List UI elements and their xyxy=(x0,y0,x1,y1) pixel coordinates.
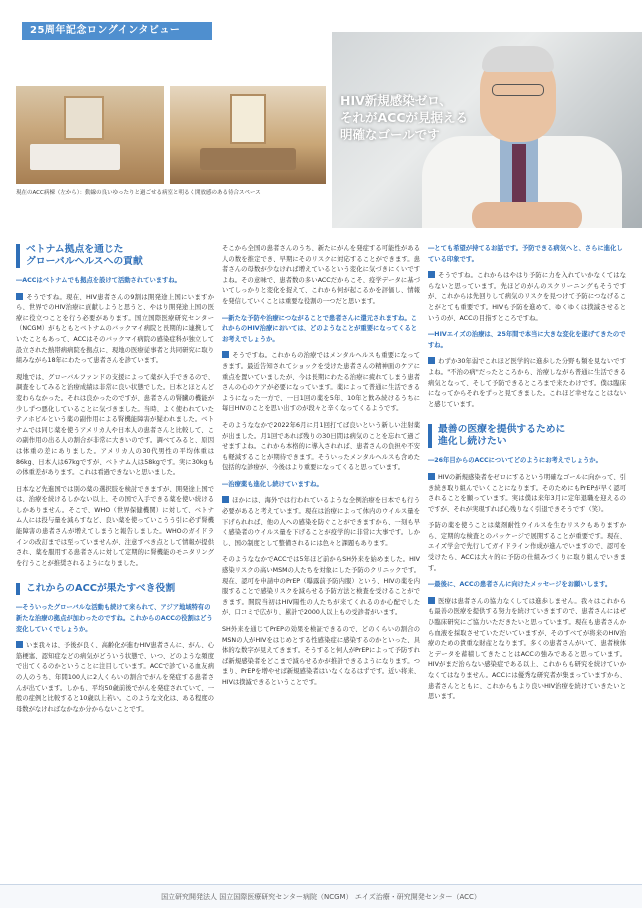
column-3 xyxy=(428,244,626,709)
answer-paragraph xyxy=(222,496,420,549)
question: ―新たな予防や治療につながることで患者さんに還元されますね。これからのHIV治療においては、どのようなことが重要になってくるとお考えでしょうか。 xyxy=(222,314,418,343)
answer-text: わずか30年弱でこれほど医学的に進歩した分野も類を見ないですよね。"不治の病"だったところから、治療しながら普通に生活できる病気となって、そして予防できるところまで来たわけです。僕は臨床になってからそれをずっと見てきました。これほど幸せなことはないと感じています。 xyxy=(428,358,626,408)
answer-paragraph xyxy=(428,271,626,324)
answer-text: ほかには、海外では行われているような全例治療を日本でも行う必要があると考えています。現在は治療によって体内のウイルス量を下げられれば、他の人への感染を防ぐことができますから、一刻も早く感染者のウイルス量を下げることが疫学的に非常に大事です。しかし、国の制度として整備されるには色々と課題もあります。 xyxy=(222,497,420,547)
paragraph: そこから全国の患者さんのうち、新たにがんを発症する可能性がある人の数を推定でき、早期にそのリスクに対応することができます。患者さんの母数が少なければ増えているという変化に気づきにくいですよね。その意味で、患者数の多いACCだからこそ、疫学データに基づいてしっかりと変化を捉えて、これから何が起こるかを評価し、情報を発信していくことは重要な役割の一つだと思います。 xyxy=(222,245,420,305)
answer-text: そうですね。現在、HIV患者さんの9割は開発途上国にいますから、世界でのHIV治療に貢献しようと思うと、やはり開発途上国の医療に役立つことを行う必要があります。国立国際医療研究センター（NCGM）がもともとベトナムのバックマイ病院と長期的に連携していたこともあって、ACCはそのバックマイ病院の感染症科が独立して設立された熱帯病病院を拠点に、現地の医療従事者と共同研究に取り組みながら18年にわたって患者さんを診ています。 xyxy=(16,293,214,365)
answer-paragraph xyxy=(428,473,626,515)
photo-caption: 現在のACC病棟（左から）：動線の良いゆったりと過ごせる病室と明るく開放感のある待合スペース xyxy=(16,190,261,196)
answer-text: いま我々は、予後が良く、高齢化が進むHIV患者さんに、がん、心筋梗塞、認知症などの病気がどういう状態で、いつ、どのような頻度で出てくるのかということに注目しています。ACCで診ている血友病の人のうち、年間100人に2人くらいの割合でがんを発症する患者さんが出ています。しかも、平均50歳前後でがんを発症されていて、一般の症例と比較すると10歳以上若い。このような文化は、ある程度の母数がなければなかなか分からないことです。 xyxy=(16,642,214,713)
headline-line: HIV新規感染ゼロ、 xyxy=(340,93,452,108)
column-1 xyxy=(16,244,214,721)
section-title xyxy=(16,583,214,595)
answer-text: 医療は患者さんの協力なくしては進歩しません。我々はこれからも最善の医療を提供する努力を続けていきますので、患者さんにはぜひ臨床研究にご協力いただきたいと思っています。現在も患者さんから血液を採取させていただいていますが、そのすべてが将来のHIV治療のための貴重な財産となります。多くの患者さんがいて、患者検体とデータを蓄積してきたことはACCの強みであると思っています。HIVがまだ治らない感染症である以上、これからも研究を続けていかなくてはなりません。ACCには優秀な研究者が集まっていますから、患者さんとともに、これからもより良いHIV治療を続けていきたいと思います。 xyxy=(428,597,626,701)
paragraph: 現地では、グローバルファンドの支援によって薬が入手できるので、調査をしてみると治療成績は非常に良い状態でした。日本とほとんど変わらなかった。それは良かったのですが、患者さんの腎臓の機能が少しずつ悪化していることに気づきました。当時、よく使われていたテノホビルという薬の副作用による腎機能障害が疑われました。ベトナムでは同じ薬を使うアメリカ人や日本人の患者さんと比較して、この副作用の出る人の割合が非常に大きいのです。調べてみると、原因は体重の差にありました。アメリカ人の30代男性の平均体重は86kg、日本人は67kgですが、ベトナム人は58kgです。実に30kgもの体重差があります。これは看過できないと思いました。 xyxy=(16,373,214,477)
ward-room-photo xyxy=(16,86,164,184)
answer-paragraph xyxy=(428,357,626,410)
question: ―HIVエイズの治療は、25年間で本当に大きな変化を遂げてきたのですね。 xyxy=(428,331,626,349)
question: ―そういったグローバルな活動も続けて来られて、アジア地域特有の新たな治療の拠点が加わったのですね。これからのACCの役割はどう変化していくでしょうか。 xyxy=(16,604,213,633)
speaker-square-icon xyxy=(16,641,23,648)
waiting-space-photo xyxy=(170,86,326,184)
section-title xyxy=(16,244,214,268)
headline-line: それがACCが見据える xyxy=(340,110,469,125)
sofa-shape xyxy=(200,148,296,170)
answer-paragraph xyxy=(16,293,214,367)
paragraph: そのようななかでACCでは5年ほど前からSH外来を始めました。HIV感染リスクの高いMSMの人たちを対象にした予防のクリニックです。現在、認可を申請中のPrEP（曝露前予防内服）という、HIVの薬を内服することで感染リスクを減らせる予防方法と検査を受けることができます。開院当初はHIV陽性の人たちが来てくれるのか心配でしたが、口コミで広がり、累計で2000人以上もの受診者がいます。 xyxy=(222,556,420,617)
section-label: 25周年記念ロングインタビュー xyxy=(30,25,181,36)
answer-paragraph xyxy=(428,597,626,703)
window-shape xyxy=(64,96,104,140)
section-title-line: これからのACCが果たすべき役割 xyxy=(26,583,176,595)
hair-shape xyxy=(482,46,554,72)
footer-text: 国立研究開発法人 国立国際医療研究センター病院（NCGM） エイズ治療・研究開発センター（ACC） xyxy=(161,893,481,901)
question: ―ACCはベトナムでも拠点を設けて活動されていますね。 xyxy=(16,277,181,284)
window-shape xyxy=(230,94,266,144)
section-title xyxy=(428,424,626,448)
question: ―治療薬も進化し続けていますね。 xyxy=(222,480,323,488)
section-title-line: 進化し続けたい xyxy=(438,436,507,448)
speaker-square-icon xyxy=(428,357,435,364)
answer-paragraph xyxy=(222,351,420,415)
question: ―とても希望が持てるお話です。予防できる病気へと、さらに進化している印象です。 xyxy=(428,245,623,263)
column-2 xyxy=(222,244,420,695)
speaker-square-icon xyxy=(16,293,23,300)
paragraph: 日本など先進国では別の薬の選択肢を検討できますが、開発途上国では、治療を続けるしかない以上、その国で入手できる薬を使い続けるしかありません。そこで、WHO（世界保健機関）に対して、ベトナム人には投与量を減らすなど、良い薬を使っていこうう引に必ず腎機能障害の患者さんが増えてしまうと報告しました。WHOのガイドラインの改訂までは至っていませんが、注意すべき点として情報が提供され、薬を服用する患者さんに対して定期的に腎機能のモニタリングを行うことが推奨されるようになりました。 xyxy=(16,485,214,567)
footer xyxy=(0,884,642,908)
question: ―最後に、ACCの患者さんに向けたメッセージをお願いします。 xyxy=(428,581,612,589)
speaker-square-icon xyxy=(428,597,435,604)
section-title-line: ベトナム拠点を通じた xyxy=(26,244,124,255)
bed-shape xyxy=(30,144,120,170)
answer-text: そうですね。これからはやはり予防に力を入れていかなくてはならないと思っています。先ほどのがんのスクリーニングもそうですが、これからは先回りして病気のリスクを見つけて予防につなげることがとても重要です。HIVも予防を進めて、ゆくゆくは撲滅させるというのが、ACCの目指すところですね。 xyxy=(428,272,626,322)
headline-line: 明確なゴールです xyxy=(340,127,440,142)
speaker-square-icon xyxy=(222,496,229,503)
hands-shape xyxy=(472,202,582,228)
answer-text: そうですね。これからの治療ではメンタルヘルスも重要になってきます。最近告知されてショックを受けた患者さんの精神面のケアに重点を置いていましたが、今は長期にわたる治療に疲れてしまう患者さんの心のケアが必要になっています。薬によって普通に生活できるようになった一方で、一日1回の薬を5年、10年と飲み続けるうちに毎日HIVのことを思い出すのが段々と辛くなってくるようです。 xyxy=(222,352,420,413)
paragraph: 予防の薬を使うことは薬剤耐性ウイルスを生むリスクもありますから、定期的な検査とのパッケージで展開することが重要です。現在、エイズ学会で先行してガイドライン作成が進んでいますので、認可を受けたら、ACCは大々的に予防の仕組みづくりに取り組んでいきます。 xyxy=(428,522,626,572)
speaker-square-icon xyxy=(428,271,435,278)
speaker-square-icon xyxy=(428,473,435,480)
paragraph: そのようななかで2022年6月に月1回打てば良いという新しい注射薬が出ました。月1回であれば残りの30日間は病気のことを忘れて過ごせますよね。これから本格的に導入されれば、患者さんの負担や不安も軽減することが期待できます。そういったメンタルヘルスも含めた包括的な診療が、今後はより重要になってくると思っています。 xyxy=(222,421,420,472)
question: ―26年目からのACCについてどのようにお考えでしょうか。 xyxy=(428,457,602,465)
speaker-square-icon xyxy=(222,351,229,358)
headline xyxy=(340,92,468,143)
glasses-shape xyxy=(492,84,544,96)
section-title-line: グローバルヘルスへの貢献 xyxy=(26,256,143,267)
answer-paragraph xyxy=(16,641,214,715)
paragraph: SH外来を通じてPrEPの効果を検証できるので、どのくらいの割合のMSNの人がHIVをはじめとする性感染症に感染するのかといった、具体的な数字が見えてきます。そうすると何人がPrEPによって予防すれば新規感染者をどこまで減らせるかが推計できるようになります。つまり、PrEPを増やせば新規感染者はいなくなるはずです。近い将来、HIVは撲滅できるということです。 xyxy=(222,626,420,686)
section-title-line: 最善の医療を提供するために xyxy=(438,424,566,436)
answer-text: HIVの新規感染者をゼロにするという明確なゴールに向かって、引き続き取り組んでいくことになります。そのためにもPrEPが早く認可されることを願っています。実は僕は来年3月に定年退職を迎えるのですが、それが実現すれば心残りなく引退できそうです（笑）。 xyxy=(428,473,626,513)
section-label-tab xyxy=(22,22,212,40)
